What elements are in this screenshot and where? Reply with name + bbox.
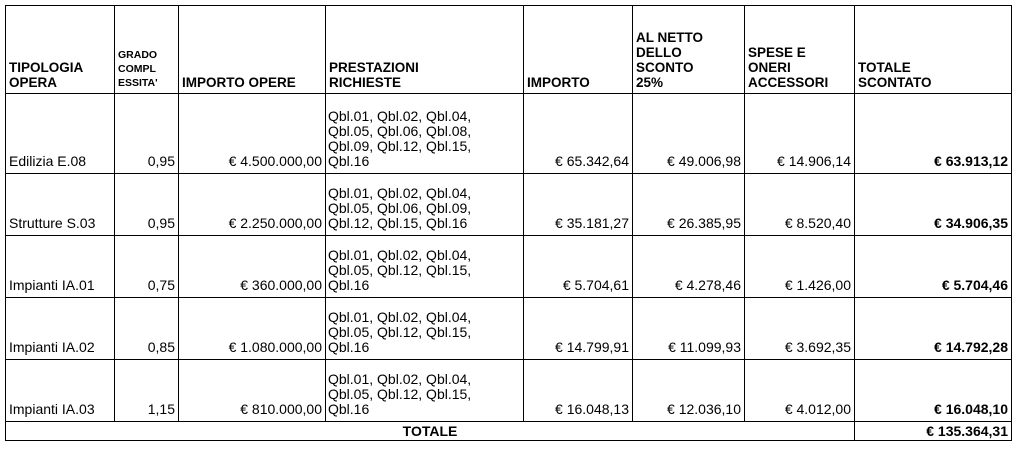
cell-importo-opere: € 1.080.000,00: [179, 298, 326, 360]
total-value: € 135.364,31: [855, 422, 1012, 441]
cell-grado: 1,15: [115, 360, 179, 422]
table-row: [6, 360, 1012, 422]
cell-tipologia: Edilizia E.08: [6, 94, 115, 174]
header-spese: SPESE E ONERI ACCESSORI: [745, 6, 855, 94]
cell-importo-opere: € 4.500.000,00: [179, 94, 326, 174]
cell-totale: € 34.906,35: [855, 174, 1012, 236]
cell-totale: € 14.792,28: [855, 298, 1012, 360]
cell-grado: 0,85: [115, 298, 179, 360]
cell-importo: € 16.048,13: [524, 360, 633, 422]
cell-tipologia: Impianti IA.02: [6, 298, 115, 360]
table-row: [6, 94, 1012, 174]
cell-netto: € 11.099,93: [633, 298, 745, 360]
cell-spese: € 14.906,14: [745, 94, 855, 174]
cell-importo: € 5.704,61: [524, 236, 633, 298]
table-row: [6, 298, 1012, 360]
cell-grado: 0,95: [115, 94, 179, 174]
cell-totale: € 5.704,46: [855, 236, 1012, 298]
cell-tipologia: Strutture S.03: [6, 174, 115, 236]
header-totale: TOTALE SCONTATO: [855, 6, 1012, 94]
cell-spese: € 4.012,00: [745, 360, 855, 422]
cell-importo: € 14.799,91: [524, 298, 633, 360]
header-prestazioni: PRESTAZIONI RICHIESTE: [326, 6, 524, 94]
cell-tipologia: Impianti IA.01: [6, 236, 115, 298]
cell-spese: € 1.426,00: [745, 236, 855, 298]
cell-importo: € 65.342,64: [524, 94, 633, 174]
cell-prestazioni: Qbl.01, Qbl.02, Qbl.04, Qbl.05, Qbl.06, Qbl.08, Qbl.09, Qbl.12, Qbl.15, Qbl.16: [326, 94, 524, 174]
header-importo: IMPORTO: [524, 6, 633, 94]
cell-importo-opere: € 360.000,00: [179, 236, 326, 298]
cell-prestazioni: Qbl.01, Qbl.02, Qbl.04, Qbl.05, Qbl.12, Qbl.15, Qbl.16: [326, 236, 524, 298]
total-row: [6, 422, 1012, 441]
cell-netto: € 12.036,10: [633, 360, 745, 422]
table-row: [6, 236, 1012, 298]
cell-importo: € 35.181,27: [524, 174, 633, 236]
fee-table: [5, 5, 1012, 441]
header-row: [6, 6, 1012, 94]
cell-grado: 0,75: [115, 236, 179, 298]
cell-prestazioni: Qbl.01, Qbl.02, Qbl.04, Qbl.05, Qbl.06, Qbl.09, Qbl.12, Qbl.15, Qbl.16: [326, 174, 524, 236]
cell-grado: 0,95: [115, 174, 179, 236]
cell-prestazioni: Qbl.01, Qbl.02, Qbl.04, Qbl.05, Qbl.12, Qbl.15, Qbl.16: [326, 298, 524, 360]
header-importo-opere: IMPORTO OPERE: [179, 6, 326, 94]
cell-totale: € 63.913,12: [855, 94, 1012, 174]
cell-totale: € 16.048,10: [855, 360, 1012, 422]
header-tipologia: TIPOLOGIA OPERA: [6, 6, 115, 94]
table-row: [6, 174, 1012, 236]
cell-netto: € 49.006,98: [633, 94, 745, 174]
total-label: TOTALE: [6, 422, 855, 441]
cell-importo-opere: € 2.250.000,00: [179, 174, 326, 236]
cell-prestazioni: Qbl.01, Qbl.02, Qbl.04, Qbl.05, Qbl.12, Qbl.15, Qbl.16: [326, 360, 524, 422]
cell-tipologia: Impianti IA.03: [6, 360, 115, 422]
cell-netto: € 4.278,46: [633, 236, 745, 298]
cell-spese: € 3.692,35: [745, 298, 855, 360]
cell-spese: € 8.520,40: [745, 174, 855, 236]
header-grado: GRADO COMPL ESSITA': [115, 6, 179, 94]
header-netto: AL NETTO DELLO SCONTO 25%: [633, 6, 745, 94]
cell-netto: € 26.385,95: [633, 174, 745, 236]
cell-importo-opere: € 810.000,00: [179, 360, 326, 422]
